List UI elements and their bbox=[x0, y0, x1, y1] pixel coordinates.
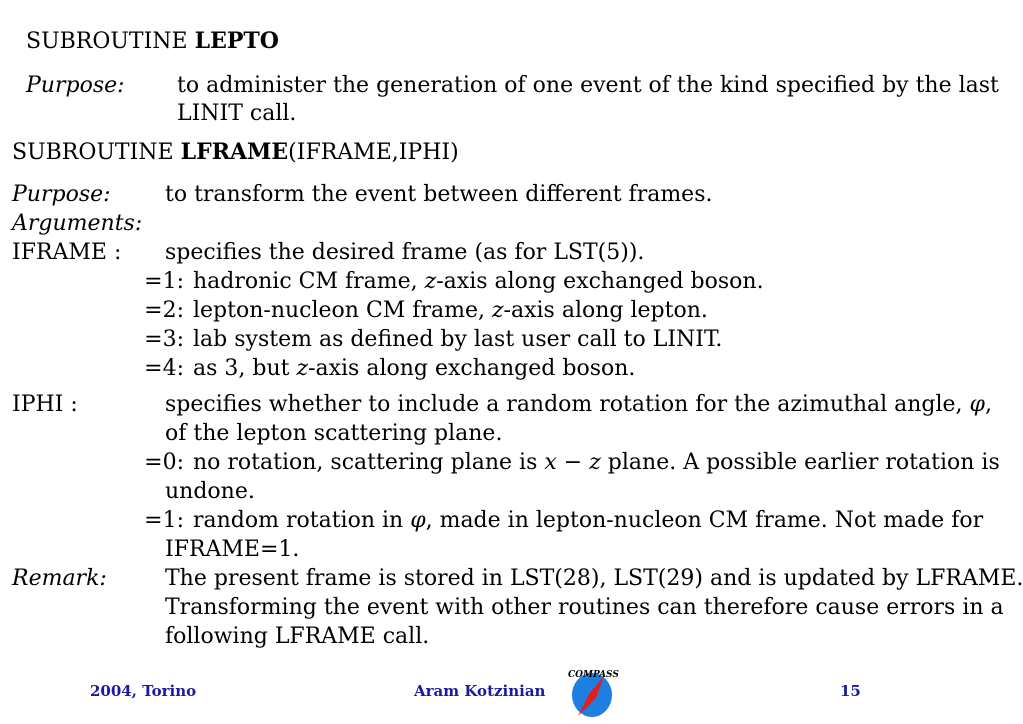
lepto-purpose-line2: LINIT call. bbox=[177, 101, 297, 126]
iframe-opt-desc: lab system as defined by last user call to LINIT. bbox=[193, 327, 723, 352]
iframe-opt-key: =1: bbox=[144, 269, 184, 294]
iframe-opt-key: =3: bbox=[144, 327, 184, 352]
compass-logo-svg bbox=[566, 664, 618, 720]
footer-page-number: 15 bbox=[840, 682, 861, 700]
compass-logo-icon bbox=[566, 664, 618, 720]
iphi-opt0-line1: no rotation, scattering plane is x − z plane. A possible earlier rotation is bbox=[193, 450, 1000, 475]
iphi-opt1-line1: random rotation in φ, made in lepton-nucleon CM frame. Not made for bbox=[193, 508, 984, 533]
compass-logo-text: COMPASS bbox=[568, 670, 619, 680]
lframe-heading bbox=[12, 138, 459, 167]
iframe-opt-desc: lepton-nucleon CM frame, z-axis along lepton. bbox=[193, 298, 708, 323]
remark-line3: following LFRAME call. bbox=[165, 624, 430, 649]
lepto-purpose-line1: to administer the generation of one event of the kind specified by the last bbox=[177, 73, 999, 98]
lepto-name: LEPTO bbox=[194, 28, 279, 54]
remark-line1: The present frame is stored in LST(28), LST(29) and is updated by LFRAME. bbox=[165, 566, 1023, 591]
iphi-opt1-key: =1: bbox=[144, 508, 184, 533]
iphi-desc-line2: of the lepton scattering plane. bbox=[165, 421, 503, 446]
iframe-opt-key: =4: bbox=[144, 356, 184, 381]
iframe-label: IFRAME : bbox=[12, 240, 122, 265]
iframe-opt-key: =2: bbox=[144, 298, 184, 323]
iframe-desc: specifies the desired frame (as for LST(5)). bbox=[165, 240, 645, 265]
iphi-desc-line1: specifies whether to include a random rotation for the azimuthal angle, φ, bbox=[165, 392, 992, 417]
lframe-purpose: to transform the event between different frames. bbox=[165, 182, 713, 207]
remark-line2: Transforming the event with other routines can therefore cause errors in a bbox=[165, 595, 1004, 620]
iphi-label: IPHI : bbox=[12, 392, 78, 417]
remark-label: Remark: bbox=[12, 566, 107, 591]
iphi-opt1-line2: IFRAME=1. bbox=[165, 537, 300, 562]
lframe-args: (IFRAME,IPHI) bbox=[288, 140, 459, 165]
lepto-keyword: SUBROUTINE bbox=[26, 29, 188, 54]
lepto-heading bbox=[26, 27, 279, 56]
footer-left: 2004, Torino bbox=[90, 682, 197, 700]
lepto-purpose-label: Purpose: bbox=[26, 73, 125, 98]
iframe-opt-desc: hadronic CM frame, z-axis along exchanged boson. bbox=[193, 269, 764, 294]
footer-author: Aram Kotzinian bbox=[414, 682, 546, 700]
arguments-label: Arguments: bbox=[12, 211, 143, 236]
iphi-opt0-key: =0: bbox=[144, 450, 184, 475]
lframe-keyword: SUBROUTINE bbox=[12, 140, 174, 165]
iphi-opt0-line2: undone. bbox=[165, 479, 255, 504]
lframe-purpose-label: Purpose: bbox=[12, 182, 111, 207]
iframe-opt-desc: as 3, but z-axis along exchanged boson. bbox=[193, 356, 636, 381]
lframe-name: LFRAME bbox=[180, 139, 289, 165]
